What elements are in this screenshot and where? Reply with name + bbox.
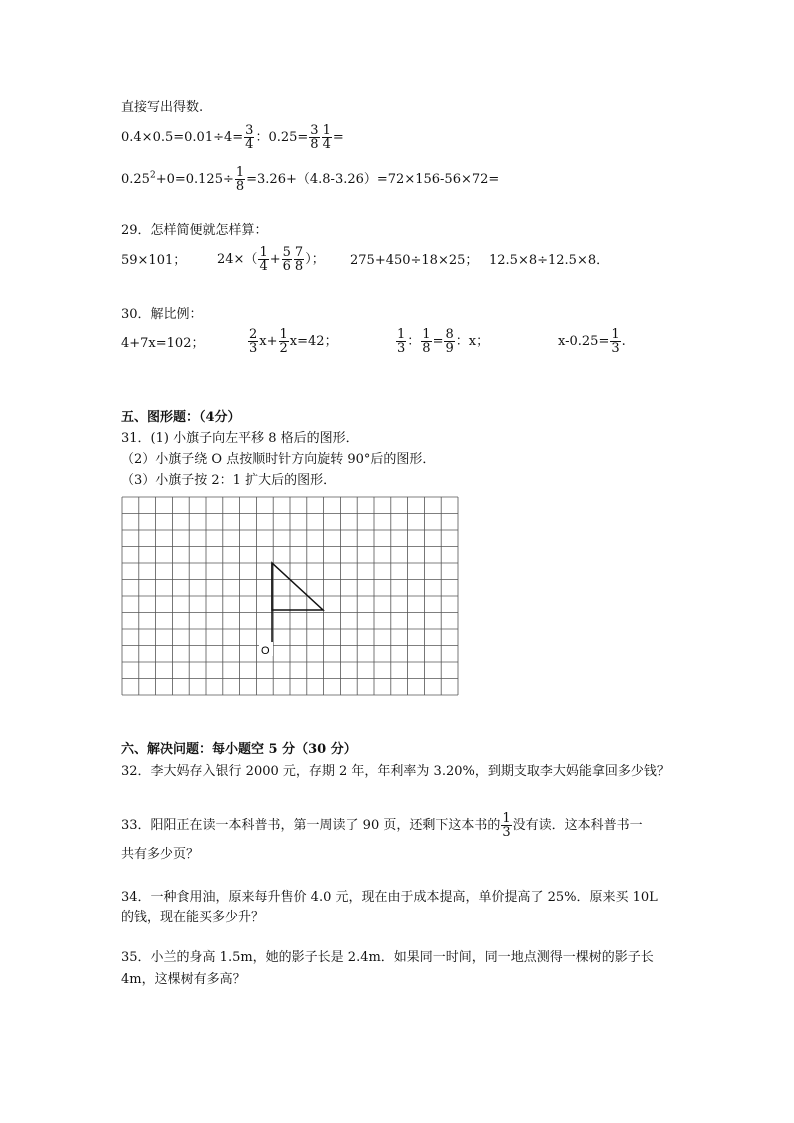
- q29-title: 29．怎样简便就怎样算：: [121, 223, 268, 238]
- q30-title: 30．解比例：: [121, 307, 203, 322]
- fraction: $\frac{1}{8}$: [235, 165, 245, 194]
- q29-p4: 12.5×8÷12.5×8．: [489, 253, 610, 268]
- q29-p1: 59×101；: [121, 253, 187, 268]
- fraction: $\frac{3}{8}$: [310, 123, 319, 152]
- q29-p3: 275+450÷18×25；: [350, 253, 479, 268]
- q33-line-2: 共有多少页？: [121, 847, 200, 862]
- flag-triangle: [272, 563, 323, 610]
- q30-p2: $\frac{2}{3}$ x+ $\frac{1}{2}$ x=42；: [249, 327, 338, 356]
- grid-lines: [122, 497, 458, 695]
- calc-b: 0.01÷4=: [184, 130, 244, 145]
- q30-p1: 4+7x=102；: [121, 336, 205, 351]
- fraction: $\frac{1}{4}$: [322, 123, 331, 152]
- q32: 32．李大妈存入银行 2000 元，存期 2 年，年利率为 3.20%，到期支取李大妈能拿回多少钱？: [121, 764, 670, 779]
- grid-diagram: [121, 496, 459, 696]
- fraction: $\frac{3}{4}$: [245, 123, 254, 152]
- intro-row-2: $0.25^2+0=0.125\div$ $\frac{1}{8}$ =3.26+（4.8-3.26）=72×156-56×72=: [121, 165, 500, 194]
- q35-line-2: 4m，这棵树有多高？: [121, 972, 246, 987]
- q31-part-1: 31．(1) 小旗子向左平移 8 格后的图形．: [121, 431, 359, 446]
- q31-part-3: （3）小旗子按 2：1 扩大后的图形．: [121, 473, 337, 488]
- q30-p4: x-0.25= $\frac{1}{3}$ .: [558, 327, 626, 356]
- q33-line-1: 33．阳阳正在读一本科普书，第一周读了 90 页，还剩下这本书的 $\frac{1}{3}$ 没有读．这本科普书一: [121, 811, 643, 840]
- q34-line-1: 34．一种食用油，原来每升售价 4.0 元，现在由于成本提高，单价提高了 25%．原来买 10L: [121, 890, 658, 905]
- q31-part-2: （2）小旗子绕 O 点按顺时针方向旋转 90°后的图形．: [121, 452, 436, 467]
- intro-row-1: 0.4×0.5=0.01÷4= $\frac{3}{4}$ ：0.25= $\frac{3}{8}$ $\frac{1}{4}$ =: [121, 123, 344, 152]
- q29-p2: 24×（ $\frac{1}{4}$ + $\frac{5}{6}$ $\frac{7}{8}$ ）；: [217, 245, 325, 274]
- q30-p3: $\frac{1}{3}$ ： $\frac{1}{8}$ = $\frac{8}{9}$ ：x；: [397, 327, 490, 356]
- section-5-heading: 五、图形题：（4分）: [121, 410, 241, 425]
- q35-line-1: 35．小兰的身高 1.5m，她的影子长是 2.4m．如果同一时间，同一地点测得一棵树的影子长: [121, 950, 654, 965]
- calc-a: 0.4×0.5=: [121, 130, 185, 145]
- point-o-label: O: [261, 645, 270, 657]
- section-6-heading: 六、解决问题：每小题空 5 分（30 分）: [121, 742, 357, 757]
- calc-c: ：0.25=: [255, 130, 309, 145]
- intro-title: 直接写出得数.: [121, 100, 204, 115]
- q34-line-2: 的钱，现在能买多少升？: [121, 910, 265, 925]
